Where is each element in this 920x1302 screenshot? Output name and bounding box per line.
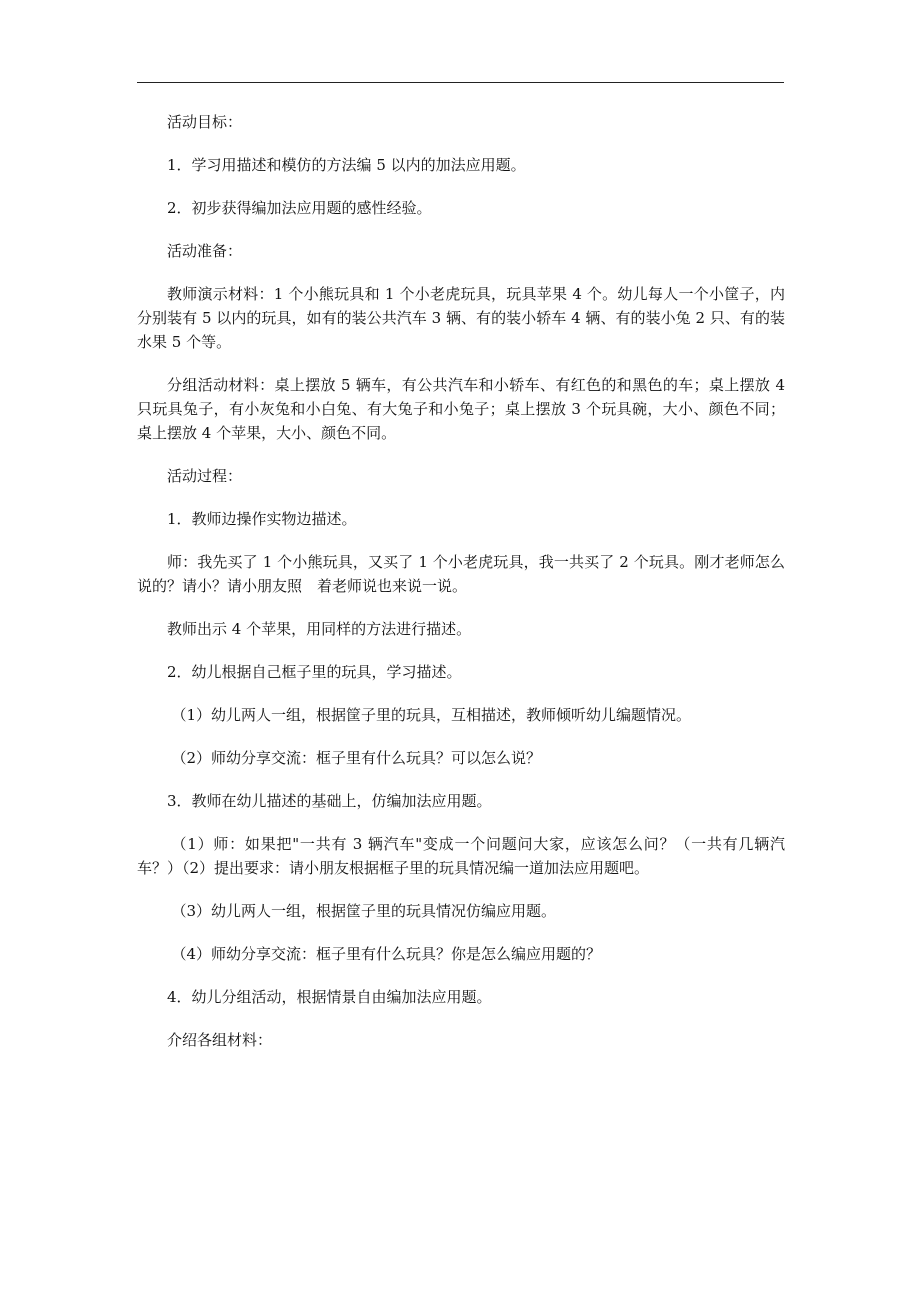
teacher-materials-paragraph: 教师演示材料：1 个小熊玩具和 1 个小老虎玩具，玩具苹果 4 个。幼儿每人一个小筐子，内分别装有 5 以内的玩具，如有的装公共汽车 3 辆、有的装小轿车 4 辆、有的装小兔 2 只、有的装水果 5 个等。 (137, 285, 785, 351)
goal-item-2: 2．初步获得编加法应用题的感性经验。 (167, 199, 432, 217)
process-step-2: 2．幼儿根据自己框子里的玩具，学习描述。 (167, 663, 462, 681)
heading-activity-goals: 活动目标： (167, 113, 243, 131)
header-rule (137, 82, 784, 83)
heading-activity-preparation: 活动准备： (167, 242, 243, 260)
group-materials-intro: 介绍各组材料： (167, 1031, 273, 1049)
process-step-1: 1．教师边操作实物边描述。 (167, 510, 357, 528)
step-3-sub-1-2: （1）师：如果把"一共有 3 辆汽车"变成一个问题问大家，应该怎么问？（一共有几辆汽车？）（2）提出要求：请小朋友根据框子里的玩具情况编一道加法应用题吧。 (137, 835, 785, 877)
step-2-sub-2: （2）师幼分享交流：框子里有什么玩具？可以怎么说？ (171, 749, 542, 767)
step-2-sub-1: （1）幼儿两人一组，根据筐子里的玩具，互相描述，教师倾听幼儿编题情况。 (171, 706, 692, 724)
step-3-sub-4: （4）师幼分享交流：框子里有什么玩具？你是怎么编应用题的？ (171, 945, 602, 963)
step-3-sub-3: （3）幼儿两人一组，根据筐子里的玩具情况仿编应用题。 (171, 902, 557, 920)
process-step-4: 4．幼儿分组活动，根据情景自由编加法应用题。 (167, 988, 492, 1006)
teacher-dialogue-paragraph: 师：我先买了 1 个小熊玩具，又买了 1 个小老虎玩具，我一共买了 2 个玩具。刚才老师怎么说的？请小？请小朋友照 着老师说也来说一说。 (137, 553, 785, 595)
group-materials-paragraph: 分组活动材料：桌上摆放 5 辆车，有公共汽车和小轿车、有红色的和黑色的车；桌上摆放 4 只玩具兔子，有小灰兔和小白兔、有大兔子和小兔子；桌上摆放 3 个玩具碗，大小、颜色不同；桌上摆放 4 个苹果，大小、颜色不同。 (137, 376, 785, 442)
document-body (137, 110, 785, 1071)
apples-description-paragraph: 教师出示 4 个苹果，用同样的方法进行描述。 (167, 620, 472, 638)
goal-item-1: 1．学习用描述和模仿的方法编 5 以内的加法应用题。 (167, 156, 526, 174)
process-step-3: 3．教师在幼儿描述的基础上，仿编加法应用题。 (167, 792, 492, 810)
heading-activity-process: 活动过程： (167, 467, 243, 485)
